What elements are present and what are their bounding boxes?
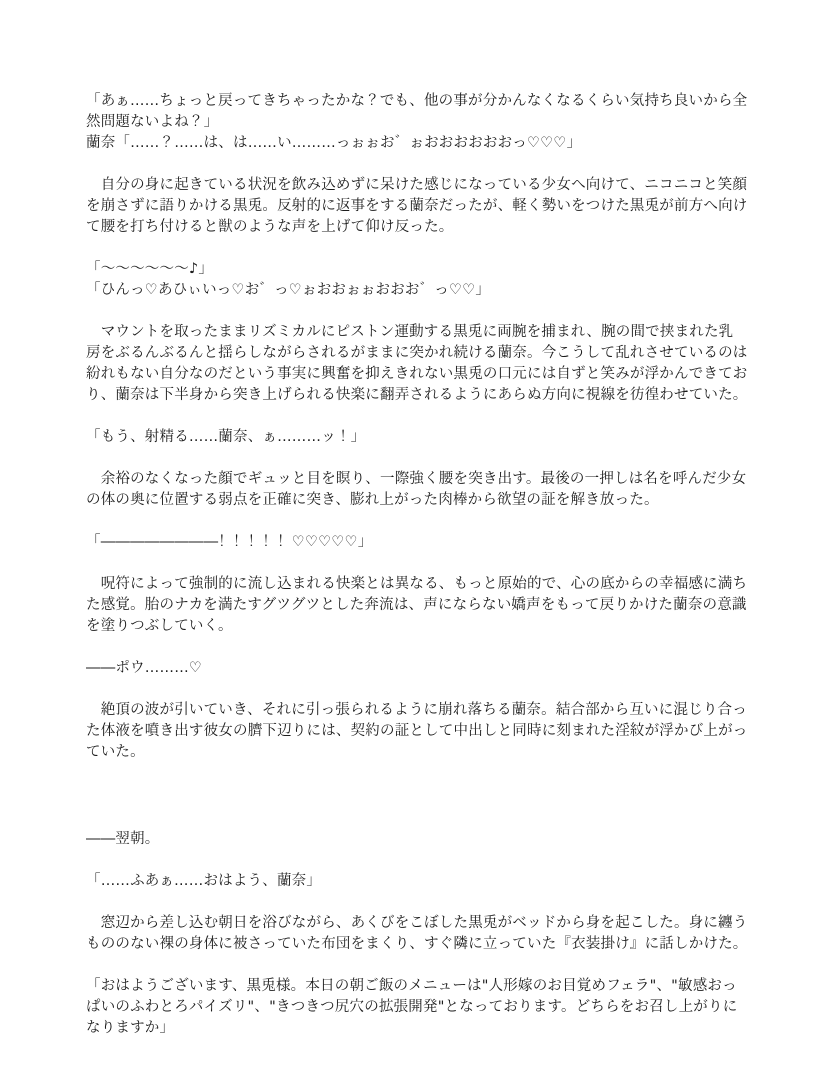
narration-paragraph: 窓辺から差し込む朝日を浴びながら、あくびをこぼした黒兎がベッドから身を起こした。身に纏うもののない裸の身体に被さっていた布団をまくり、すぐ隣に立っていた『衣装掛け』に話しかけた。 [86,915,748,952]
dialogue-line: 「～～～～～～♪」 [86,261,214,277]
dialogue-line: 「……ふあぁ……おはよう、蘭奈」 [86,873,322,889]
dialogue-line: 「おはようございます、黒兎様。本日の朝ご飯のメニューは"人形嫁のお目覚めフェラ"、"敏感おっぱいのふわとろパイズリ"、"きつきつ尻穴の拡張開発"となっております。どちらをお召し上がりになりますか」 [86,978,738,1036]
dialogue-line: 「――――――――！！！！！♡♡♡♡♡」 [86,534,373,550]
dialogue-line: 「ひんっ♡あひぃいっ♡お゛っ♡ぉおおぉぉおおお゛っ♡♡」 [86,282,491,298]
narration-paragraph: 絶頂の波が引いていき、それに引っ張られるように崩れ落ちる蘭奈。結合部から互いに混じり合った体液を噴き出す彼女の臍下辺りには、契約の証として中出しと同時に刻まれた淫紋が浮かび上がっていた。 [86,702,748,760]
sound-effect-line: ――ポウ………♡ [86,660,203,676]
story-text-block [86,91,748,1039]
narration-paragraph: 呪符によって強制的に流し込まれる快楽とは異なる、もっと原始的で、心の底からの幸福感に満ちた感覚。胎のナカを満たすグツグツとした奔流は、声にならない嬌声をもって戻りかけた蘭奈の意識を塗りつぶしていく。 [86,576,748,634]
dialogue-line: 「あぁ……ちょっと戻ってきちゃったかな？でも、他の事が分かんなくなるくらい気持ち良いから全然問題ないよね？」 [86,93,748,130]
scene-break-line: ――翌朝。 [86,831,160,847]
narration-paragraph: マウントを取ったままリズミカルにピストン運動する黒兎に両腕を捕まれ、腕の間で挟まれた乳房をぶるんぶるんと揺らしながらされるがままに突かれ続ける蘭奈。今こうして乱れさせているのは紛れもない自分なのだという事実に興奮を抑えきれない黒兎の口元には自ずと笑みが浮かんできており、蘭奈は下半身から突き上げられる快楽に翻弄されるようにあらぬ方向に視線を彷徨わせていた。 [86,324,748,403]
dialogue-line: 「もう、射精る……蘭奈、ぁ………ッ！」 [86,429,366,445]
dialogue-line: 蘭奈「……？……は、は……い………っぉぉお゛ぉおおおおおおっ♡♡♡」 [86,135,582,151]
narration-paragraph: 余裕のなくなった顔でギュッと目を瞑り、一際強く腰を突き出す。最後の一押しは名を呼んだ少女の体の奥に位置する弱点を正確に突き、膨れ上がった肉棒から欲望の証を解き放った。 [86,471,747,508]
narration-paragraph: 自分の身に起きている状況を飲み込めずに呆けた感じになっている少女へ向けて、ニコニコと笑顔を崩さずに語りかける黒兎。反射的に返事をする蘭奈だったが、軽く勢いをつけた黒兎が前方へ向けて腰を打ち付けると獣のような声を上げて仰け反った。 [86,177,748,235]
